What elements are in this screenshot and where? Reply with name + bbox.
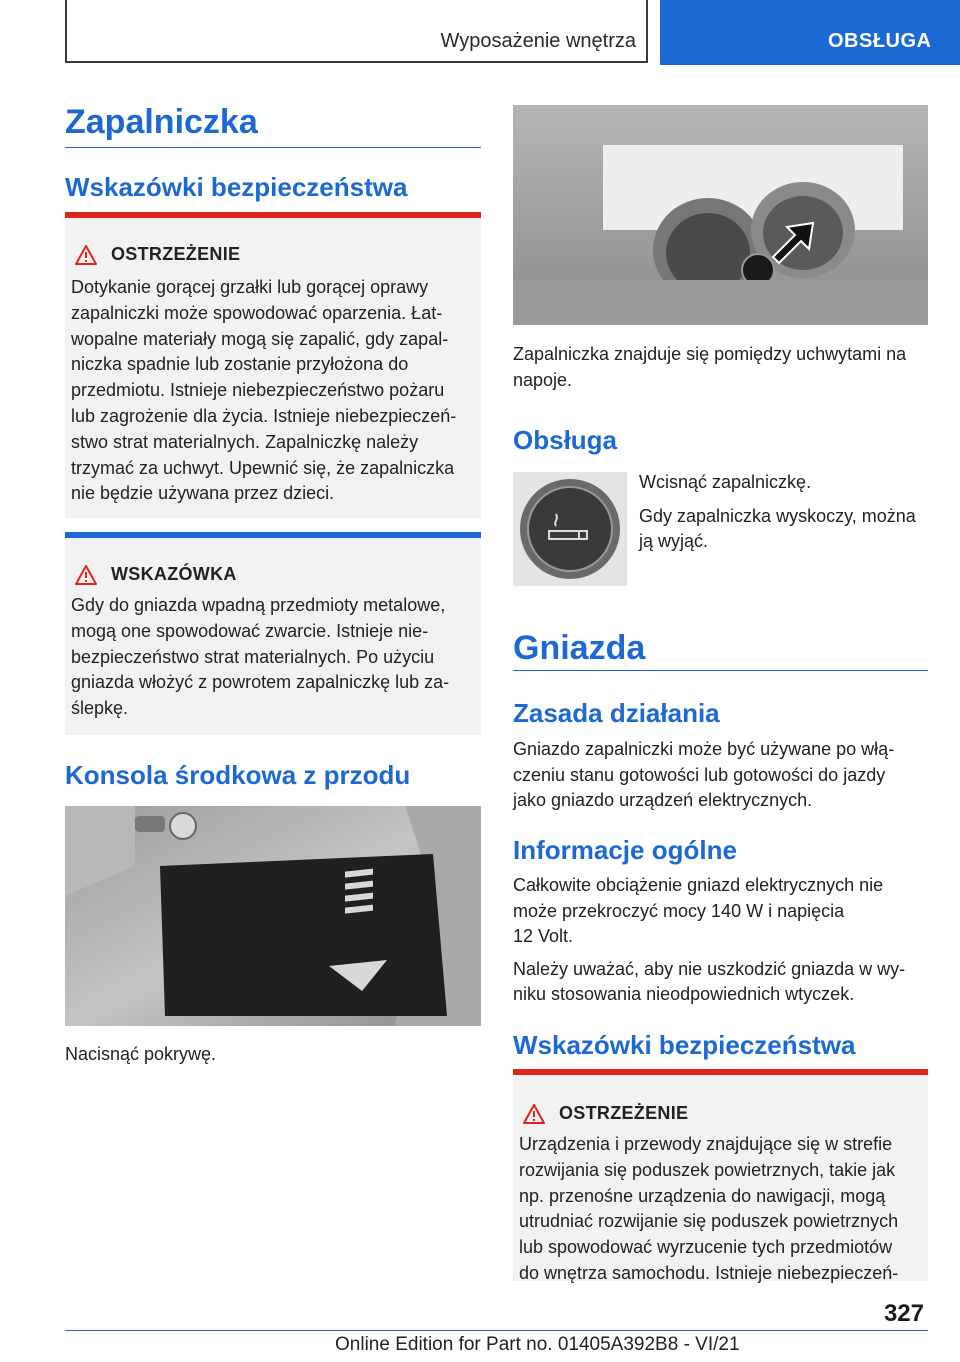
text-line: Urządzenia i przewody znajdujące się w strefie	[519, 1134, 893, 1154]
text-line: mogą one spowodować zwarcie. Istnieje nie-	[71, 620, 429, 641]
sockets-warning-label: OSTRZEŻENIE	[559, 1103, 689, 1123]
note-header	[75, 564, 237, 585]
console-cover-image	[65, 806, 481, 1026]
text-line: ją wyjąć.	[639, 531, 709, 551]
warning-header	[75, 244, 240, 265]
footer-edition: Online Edition for Part no. 01405A392B8 - VI/21	[335, 1334, 740, 1355]
footer-rule	[65, 1330, 928, 1331]
warning-box	[65, 212, 481, 518]
safety-heading: Wskazówki bezpieczeństwa	[65, 172, 408, 202]
text-line: ślepkę.	[71, 698, 129, 719]
general-text	[513, 873, 905, 1008]
text-line: Wcisnąć zapalniczkę.	[639, 472, 812, 492]
text-line: np. przenośne urządzenia do nawigacji, mogą	[519, 1185, 886, 1206]
text-line: trzymać za uchwyt. Upewnić się, że zapalniczka	[71, 457, 455, 478]
text-line: wopalne materiały mogą się zapalić, gdy zapal-	[71, 328, 449, 349]
sockets-warning-box	[513, 1069, 928, 1281]
text-line: Gdy do gniazda wpadną przedmioty metalowe,	[71, 595, 446, 615]
principle-text	[513, 737, 894, 814]
general-heading: Informacje ogólne	[513, 835, 737, 865]
text-line: utrudniać rozwijanie się poduszek powietrznych	[519, 1211, 899, 1232]
page-title: Zapalniczka	[65, 103, 258, 141]
text-line: nie będzie używana przez dzieci.	[71, 483, 335, 504]
sockets-rule	[513, 670, 928, 671]
warning-label: OSTRZEŻENIE	[111, 244, 241, 264]
text-line: Gniazdo zapalniczki może być używane po włą-	[513, 739, 895, 759]
cupholder-caption	[513, 342, 906, 393]
text-line: rozwijania się poduszek powietrznych, takie jak	[519, 1159, 896, 1180]
text-line: do wnętrza samochodu. Istnieje niebezpieczeń-	[519, 1262, 899, 1283]
text-line: Należy uważać, aby nie uszkodzić gniazda w wy-	[513, 958, 906, 979]
operation-heading: Obsługa	[513, 425, 618, 455]
note-text	[71, 593, 449, 722]
title-rule	[65, 147, 481, 148]
console-heading: Konsola środkowa z przodu	[65, 760, 411, 790]
text-line: stwo strat materialnych. Zapalniczkę należy	[71, 431, 419, 452]
text-line: może przekroczyć mocy 140 W i napięcia	[513, 900, 845, 921]
sockets-title: Gniazda	[513, 629, 646, 667]
lighter-button-image	[513, 472, 627, 586]
warning-triangle-icon	[75, 565, 97, 585]
text-line: Gdy zapalniczka wyskoczy, można	[639, 505, 916, 526]
section-title: Wyposażenie wnętrza	[440, 30, 636, 52]
text-line: gniazda włożyć z powrotem zapalniczkę lub za-	[71, 672, 450, 693]
page-number: 327	[883, 1300, 924, 1327]
text-line: zapalniczki może spowodować oparzenia. Łat-	[71, 302, 443, 323]
sockets-safety-heading: Wskazówki bezpieczeństwa	[513, 1030, 856, 1060]
text-line: 12 Volt.	[513, 926, 574, 946]
operation-text	[639, 470, 916, 555]
tab-obsluga[interactable]	[660, 0, 960, 65]
note-box	[65, 532, 481, 735]
text-line: niku stosowania nieodpowiednich wtyczek.	[513, 984, 855, 1004]
principle-heading: Zasada działania	[513, 698, 720, 728]
note-label: WSKAZÓWKA	[111, 564, 237, 584]
text-line: niczka spadnie lub zostanie przyłożona do	[71, 354, 409, 375]
cupholder-lighter-image	[513, 105, 928, 325]
text-line: jako gniazdo urządzeń elektrycznych.	[513, 790, 813, 810]
text-line: lub zagrożenie dla życia. Istnieje niebezpieczeń-	[71, 405, 457, 426]
console-caption: Nacisnąć pokrywę.	[65, 1044, 217, 1064]
warning-triangle-icon	[523, 1104, 545, 1124]
text-line: czeniu stanu gotowości lub gotowości do jazdy	[513, 764, 886, 785]
text-line: lub spowodować wyrzucenie tych przedmiotów	[519, 1237, 893, 1258]
sockets-warning-text	[519, 1132, 898, 1287]
sockets-warning-header	[523, 1103, 688, 1124]
text-line: Zapalniczka znajduje się pomiędzy uchwytami na	[513, 344, 907, 364]
text-line: Całkowite obciążenie gniazd elektrycznych nie	[513, 875, 884, 895]
text-line: bezpieczeństwo strat materialnych. Po użyciu	[71, 646, 435, 667]
text-line: przedmiotu. Istnieje niebezpieczeństwo pożaru	[71, 380, 445, 401]
warning-triangle-icon	[75, 245, 97, 265]
warning-text	[71, 275, 456, 507]
text-line: napoje.	[513, 369, 573, 390]
text-line: Dotykanie gorącej grzałki lub gorącej oprawy	[71, 277, 429, 297]
tab-label: OBSŁUGA	[828, 30, 932, 52]
header-section-box	[65, 0, 648, 63]
